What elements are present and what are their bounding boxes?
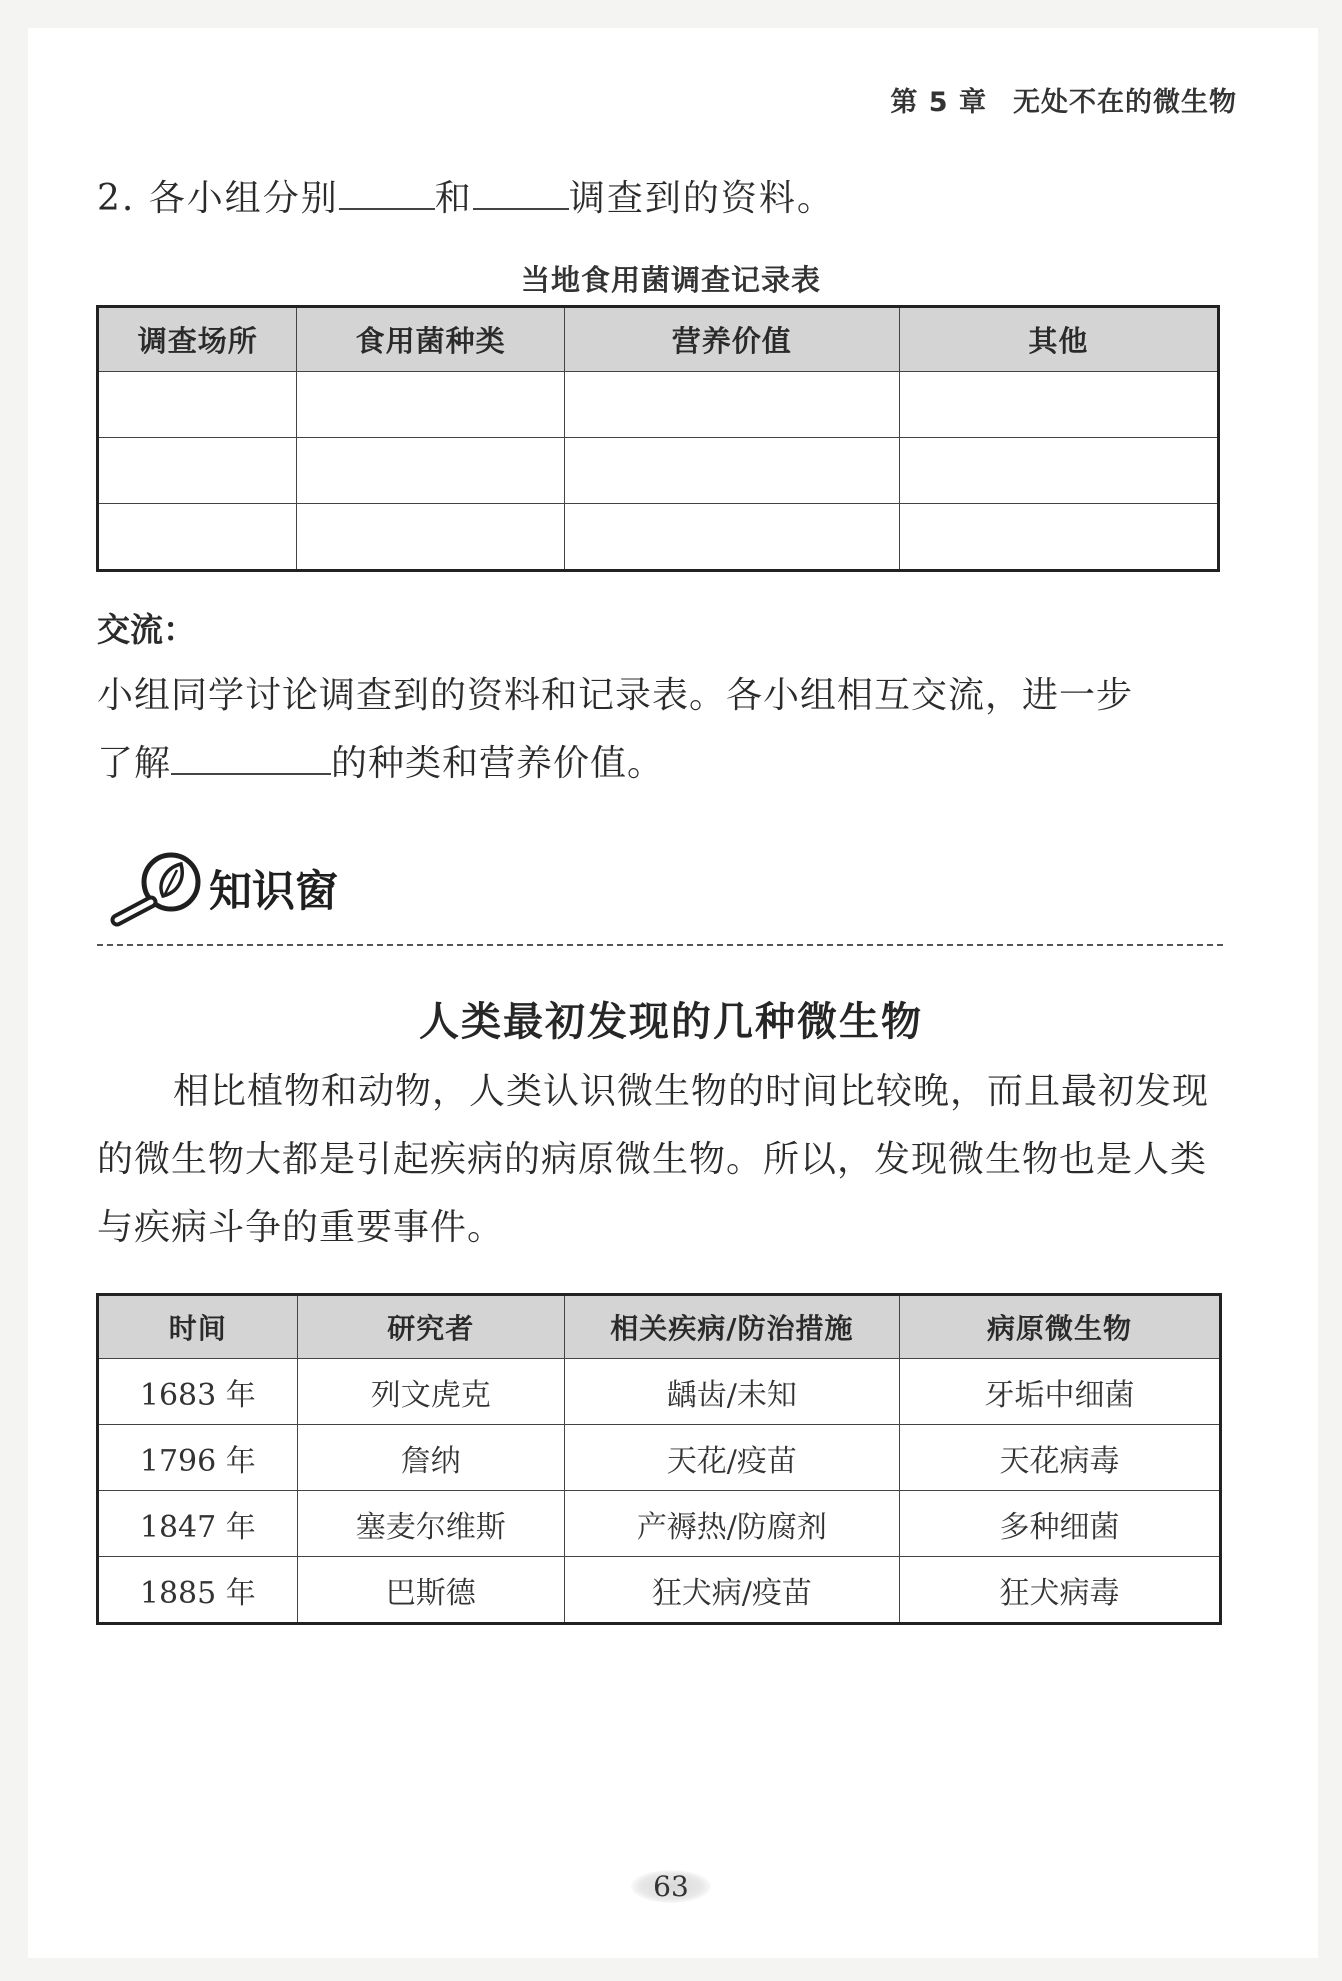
survey-table (96, 305, 1220, 572)
table-row (98, 1359, 1221, 1425)
article-title: 人类最初发现的几种微生物 (419, 999, 923, 1045)
article-paragraph: 相比植物和动物，人类认识微生物的时间比较晚，而且最初发现的微生物大都是引起疾病的病原微生物。所以，发现微生物也是人类与疾病斗争的重要事件。 (97, 1071, 1210, 1248)
magnifier-leaf-icon (97, 848, 207, 928)
survey-cell[interactable] (564, 504, 899, 571)
knowledge-window-header (97, 848, 338, 928)
section-divider (97, 944, 1223, 946)
discovery-table (96, 1293, 1222, 1625)
discovery-cell: 龋齿/未知 (564, 1359, 899, 1425)
chapter-number: 第 5 章 (890, 87, 987, 118)
table-row (98, 372, 1219, 438)
survey-cell[interactable] (564, 438, 899, 504)
survey-header-cell: 食用菌种类 (297, 307, 564, 372)
answer-blank-1[interactable] (339, 182, 435, 210)
exchange-line-2-suffix: 的种类和营养价值。 (331, 743, 665, 784)
table-row (98, 1491, 1221, 1557)
discovery-table-header-row (98, 1295, 1221, 1359)
chapter-header (890, 80, 1237, 119)
page-number-label: 63 (631, 1870, 711, 1903)
chapter-title: 无处不在的微生物 (1013, 87, 1237, 118)
survey-cell[interactable] (297, 372, 564, 438)
discovery-cell: 天花病毒 (899, 1425, 1220, 1491)
survey-cell[interactable] (297, 438, 564, 504)
discovery-header-cell: 病原微生物 (899, 1295, 1220, 1359)
discovery-cell: 多种细菌 (899, 1491, 1220, 1557)
survey-cell[interactable] (899, 504, 1218, 571)
question-2-middle: 和 (434, 178, 473, 219)
discovery-header-cell: 相关疾病/防治措施 (564, 1295, 899, 1359)
discovery-cell: 詹纳 (297, 1425, 564, 1491)
discovery-cell: 狂犬病/疫苗 (564, 1557, 899, 1624)
survey-header-cell: 营养价值 (564, 307, 899, 372)
survey-header-cell: 其他 (899, 307, 1218, 372)
discovery-cell: 狂犬病毒 (899, 1557, 1220, 1624)
discovery-header-cell: 时间 (98, 1295, 298, 1359)
discovery-cell: 列文虎克 (297, 1359, 564, 1425)
exchange-title: 交流： (97, 610, 196, 649)
knowledge-window-label: 知识窗 (209, 867, 338, 917)
exchange-paragraph (97, 662, 1227, 798)
survey-cell[interactable] (98, 372, 297, 438)
survey-cell[interactable] (297, 504, 564, 571)
table-row (98, 438, 1219, 504)
discovery-cell: 产褥热/防腐剂 (564, 1491, 899, 1557)
discovery-cell: 天花/疫苗 (564, 1425, 899, 1491)
exchange-line-2 (97, 730, 1227, 798)
exchange-line-2-prefix: 了解 (97, 743, 172, 784)
table-row (98, 504, 1219, 571)
discovery-cell: 塞麦尔维斯 (297, 1491, 564, 1557)
table-row (98, 1557, 1221, 1624)
survey-table-title: 当地食用菌调查记录表 (520, 263, 821, 297)
exchange-line-1: 小组同学讨论调查到的资料和记录表。各小组相互交流，进一步 (97, 675, 1134, 716)
question-2-suffix: 调查到的资料。 (568, 178, 835, 219)
discovery-cell: 1885 年 (98, 1557, 298, 1624)
survey-cell[interactable] (899, 438, 1218, 504)
discovery-cell: 巴斯德 (297, 1557, 564, 1624)
survey-cell[interactable] (899, 372, 1218, 438)
page-number (0, 1870, 1342, 1903)
discovery-cell: 1796 年 (98, 1425, 298, 1491)
answer-blank-2[interactable] (473, 182, 569, 210)
discovery-header-cell: 研究者 (297, 1295, 564, 1359)
discovery-cell: 1847 年 (98, 1491, 298, 1557)
survey-cell[interactable] (98, 438, 297, 504)
discovery-cell: 1683 年 (98, 1359, 298, 1425)
survey-header-cell: 调查场所 (98, 307, 297, 372)
survey-cell[interactable] (98, 504, 297, 571)
survey-cell[interactable] (564, 372, 899, 438)
survey-table-header-row (98, 307, 1219, 372)
table-row (98, 1425, 1221, 1491)
discovery-cell: 牙垢中细菌 (899, 1359, 1220, 1425)
question-2-prefix: 2. 各小组分别 (97, 178, 339, 219)
answer-blank-3[interactable] (171, 747, 331, 775)
question-2 (97, 170, 835, 221)
